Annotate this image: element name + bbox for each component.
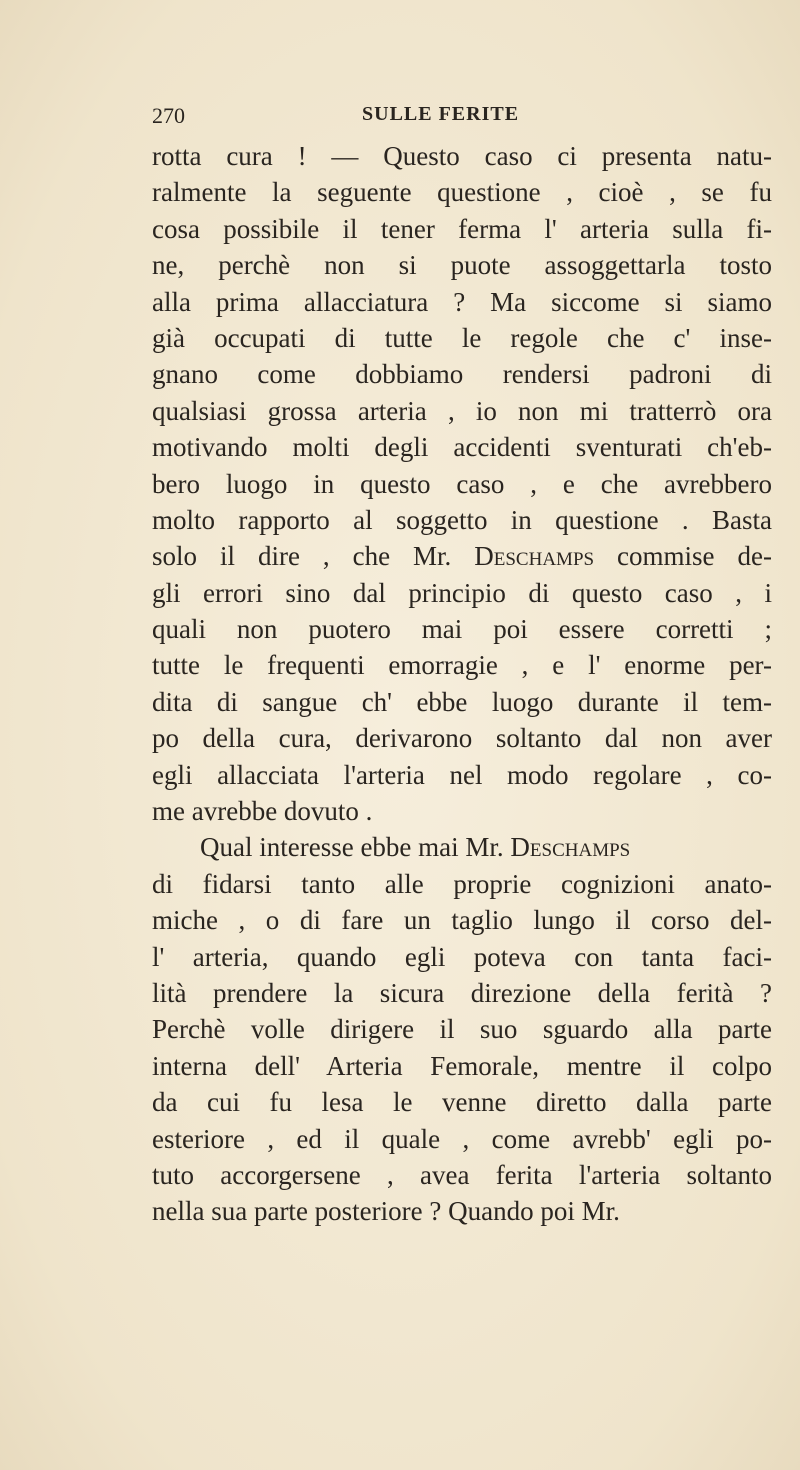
text-line: tutte le frequenti emorragie , e l' enorme per- bbox=[152, 650, 772, 681]
text-line: po della cura, derivarono soltanto dal non aver bbox=[152, 723, 772, 754]
text-line: nella sua parte posteriore ? Quando poi Mr. bbox=[152, 1196, 620, 1227]
body-text bbox=[152, 138, 772, 1230]
page-header bbox=[152, 103, 770, 133]
text-line: Qual interesse ebbe mai Mr. Deschamps bbox=[200, 832, 631, 863]
text-line: me avrebbe dovuto . bbox=[152, 796, 373, 827]
text-line: di fidarsi tanto alle proprie cognizioni anato- bbox=[152, 868, 772, 899]
text-line: miche , o di fare un taglio lungo il corso del- bbox=[152, 905, 772, 936]
text-line: alla prima allacciatura ? Ma siccome si siamo bbox=[152, 286, 772, 317]
text-line: bero luogo in questo caso , e che avrebbero bbox=[152, 468, 772, 499]
page-number: 270 bbox=[152, 103, 185, 128]
text-line: esteriore , ed il quale , come avrebb' egli po- bbox=[152, 1123, 772, 1154]
text-line: quali non puotero mai poi essere corretti ; bbox=[152, 614, 772, 645]
text-line: cosa possibile il tener ferma l' arteria sulla fi- bbox=[152, 213, 772, 244]
text-line: molto rapporto al soggetto in questione . Basta bbox=[152, 504, 772, 535]
text-line: gli errori sino dal principio di questo caso , i bbox=[152, 577, 772, 608]
text-line: lità prendere la sicura direzione della ferità ? bbox=[152, 977, 772, 1008]
text-line: interna dell' Arteria Femorale, mentre il colpo bbox=[152, 1050, 772, 1081]
text-line: rotta cura ! — Questo caso ci presenta natu- bbox=[152, 141, 772, 171]
text-line: ne, perchè non si puote assoggettarla tosto bbox=[152, 250, 772, 281]
text-line: solo il dire , che Mr. Deschamps commise de- bbox=[152, 541, 772, 572]
running-title: SULLE FERITE bbox=[362, 103, 520, 125]
text-line: dita di sangue ch' ebbe luogo durante il tem- bbox=[152, 686, 772, 717]
text-line: ralmente la seguente questione , cioè , se fu bbox=[152, 177, 772, 208]
text-line: l' arteria, quando egli poteva con tanta faci- bbox=[152, 941, 772, 972]
text-line: qualsiasi grossa arteria , io non mi tratterrò ora bbox=[152, 395, 772, 426]
text-line: motivando molti degli accidenti sventurati ch'eb- bbox=[152, 432, 772, 463]
text-line: tuto accorgersene , avea ferita l'arteria soltanto bbox=[152, 1159, 772, 1190]
text-line: egli allacciata l'arteria nel modo regolare , co- bbox=[152, 759, 772, 790]
text-line: gnano come dobbiamo rendersi padroni di bbox=[152, 359, 772, 390]
text-line: Perchè volle dirigere il suo sguardo alla parte bbox=[152, 1014, 772, 1045]
text-line: da cui fu lesa le venne diretto dalla parte bbox=[152, 1087, 772, 1118]
text-line: già occupati di tutte le regole che c' inse- bbox=[152, 322, 772, 353]
